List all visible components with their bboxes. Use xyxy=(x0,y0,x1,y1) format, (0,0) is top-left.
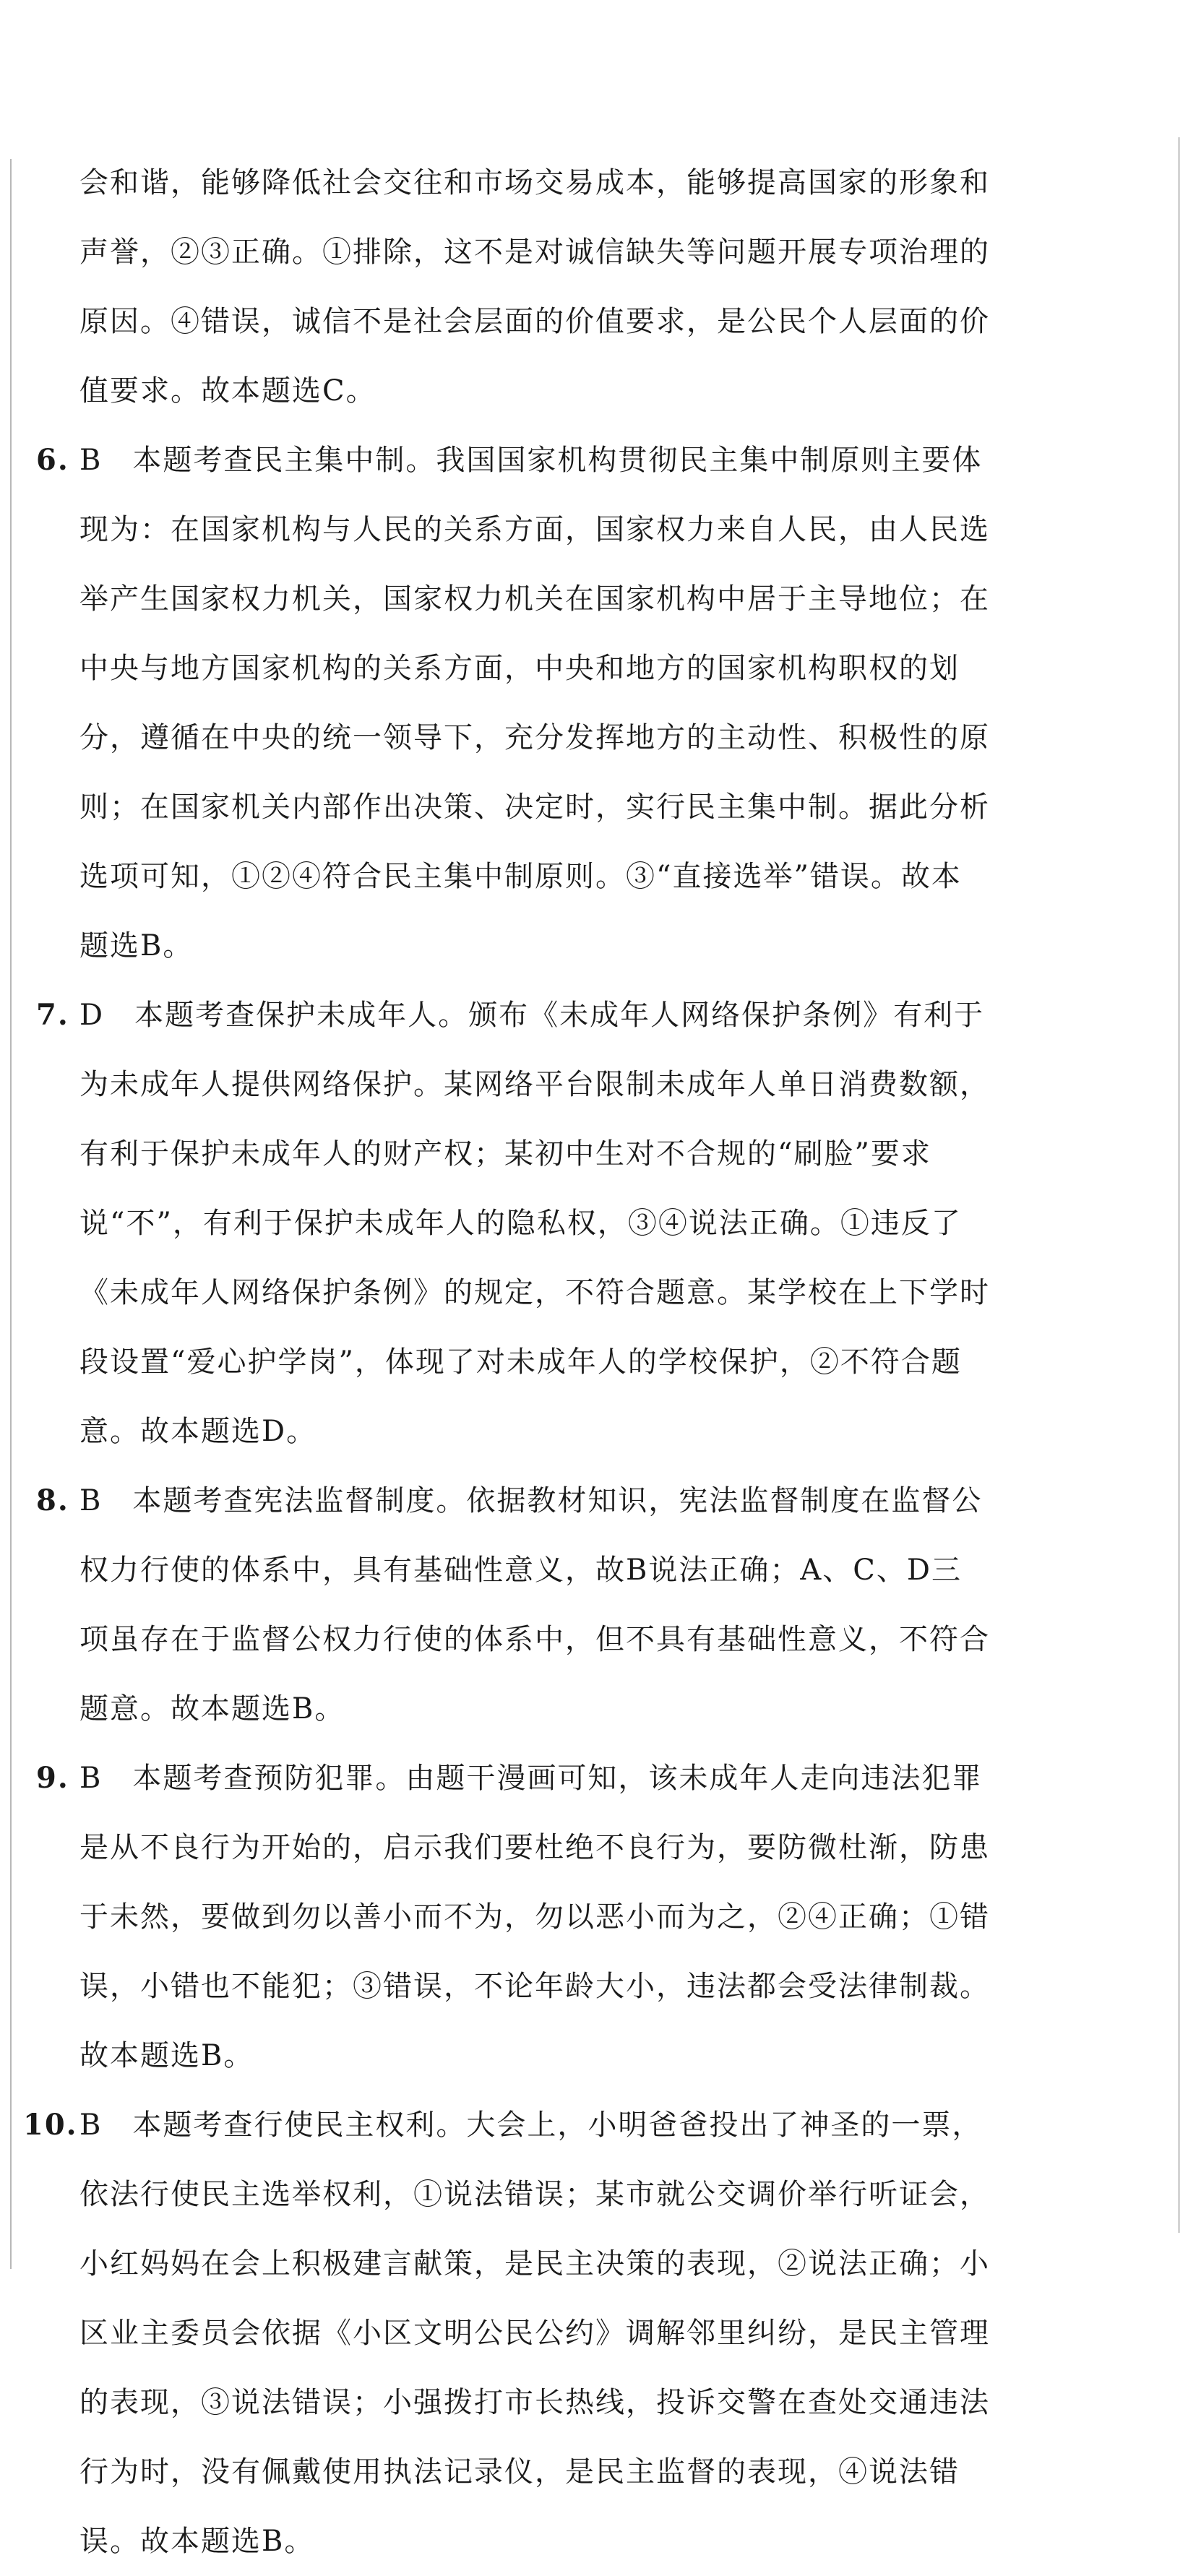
explanation-text: 本题考查保护未成年人。颁布《未成年人网络保护条例》有利于为未成年人提供网络保护。某网络平台限制未成年人单日消费数额，有利于保护未成年人的财产权；某初中生对不合规的“刷脸”要求说“不”，有利于保护未成年人的隐私权，③④说法正确。①违反了《未成年人网络保护条例》的规定，不符合题意。某学校在上下学时段设置“爱心护学岗”，体现了对未成年人的学校保护，②不符合题意。故本题选D。 xyxy=(79,999,990,1448)
question-item-9 xyxy=(36,1744,990,2090)
answer-explanations xyxy=(23,148,990,2576)
answer-letter: B xyxy=(79,1762,103,1795)
question-number: 8. xyxy=(36,1483,69,1517)
answer-letter: B xyxy=(79,444,103,477)
question-number: 9. xyxy=(36,1761,69,1795)
answer-letter: B xyxy=(79,2108,103,2142)
question-item-6 xyxy=(36,426,990,981)
question-item-10 xyxy=(23,2090,990,2576)
question-number: 7. xyxy=(36,998,69,1032)
explanation-text: 本题考查民主集中制。我国国家机构贯彻民主集中制原则主要体现为：在国家机构与人民的关系方面，国家权力来自人民，由人民选举产生国家权力机关，国家权力机关在国家机构中居于主导地位；在中央与地方国家机构的关系方面，中央和地方的国家机构职权的划分，遵循在中央的统一领导下，充分发挥地方的主动性、积极性的原则；在国家机关内部作出决策、决定时，实行民主集中制。据此分析选项可知，①②④符合民主集中制原则。③“直接选举”错误。故本题选B。 xyxy=(79,444,990,962)
explanation-text: 本题考查行使民主权利。大会上，小明爸爸投出了神圣的一票，依法行使民主选举权利，①说法错误；某市就公交调价举行听证会，小红妈妈在会上积极建言献策，是民主决策的表现，②说法正确；小区业主委员会依据《小区文明公民公约》调解邻里纠纷，是民主管理的表现，③说法错误；小强拨打市长热线，投诉交警在查处交通违法行为时，没有佩戴使用执法记录仪，是民主监督的表现，④说法错误。故本题选B。 xyxy=(79,2108,990,2558)
answer-letter: B xyxy=(79,1484,103,1517)
scan-edge-right xyxy=(1178,137,1180,2233)
explanation-text: 本题考查预防犯罪。由题干漫画可知，该未成年人走向违法犯罪是从不良行为开始的，启示我们要杜绝不良行为，要防微杜渐，防患于未然，要做到勿以善小而不为，勿以恶小而为之，②④正确；①错误，小错也不能犯；③错误，不论年龄大小，违法都会受法律制裁。故本题选B。 xyxy=(79,1762,990,2072)
scan-edge-left xyxy=(10,159,12,2269)
question-item-7 xyxy=(36,981,990,1466)
continuation-paragraph: 会和谐，能够降低社会交往和市场交易成本，能够提高国家的形象和声誉，②③正确。①排除，这不是对诚信缺失等问题开展专项治理的原因。④错误，诚信不是社会层面的价值要求，是公民个人层面的价值要求。故本题选C。 xyxy=(79,166,990,408)
question-item-8 xyxy=(36,1466,990,1744)
explanation-text: 本题考查宪法监督制度。依据教材知识，宪法监督制度在监督公权力行使的体系中，具有基础性意义，故B说法正确；A、C、D三项虽存在于监督公权力行使的体系中，但不具有基础性意义，不符合题意。故本题选B。 xyxy=(79,1484,990,1726)
question-number: 10. xyxy=(23,2108,78,2142)
question-number: 6. xyxy=(36,443,69,477)
answer-letter: D xyxy=(79,999,105,1032)
